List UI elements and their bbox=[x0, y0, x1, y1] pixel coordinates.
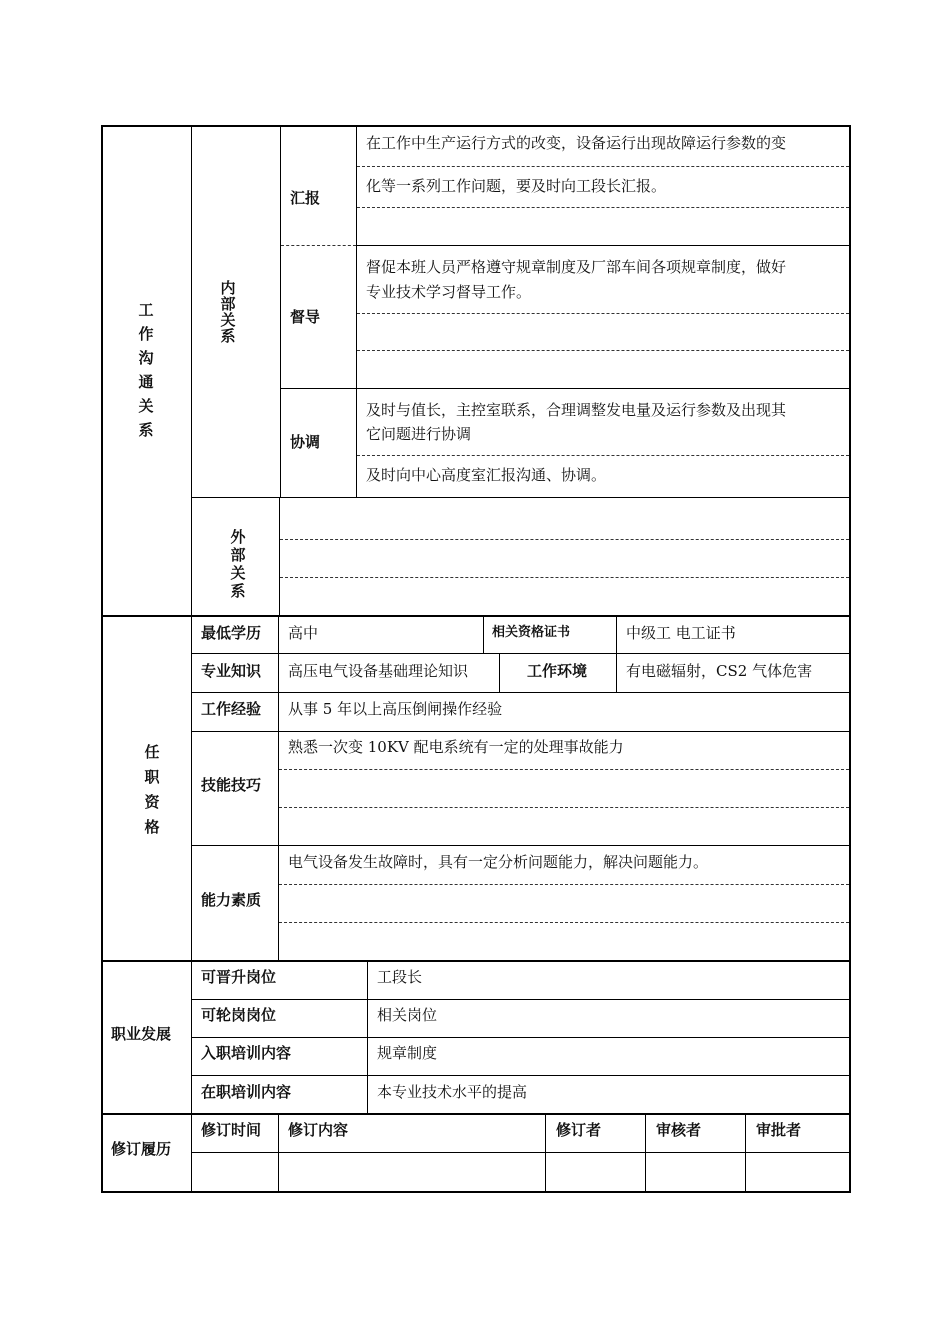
ability-label: 能力素质 bbox=[201, 891, 262, 909]
section-label-revision: 修订履历 bbox=[111, 1140, 172, 1158]
coordinate-text-line2: 它问题进行协调 bbox=[366, 425, 472, 443]
divider bbox=[745, 1114, 746, 1191]
dashed-line bbox=[279, 922, 849, 923]
external-relations-label: 外部关系 bbox=[230, 528, 246, 600]
environment-value: 有电磁辐射，CS2 气体危害 bbox=[626, 662, 813, 680]
dashed-line bbox=[279, 769, 849, 770]
promotion-value: 工段长 bbox=[377, 968, 423, 986]
environment-label: 工作环境 bbox=[527, 662, 588, 680]
onjob-training-value: 本专业技术水平的提高 bbox=[377, 1083, 528, 1101]
section-label-communication: 工作沟通关系 bbox=[138, 301, 154, 439]
onboard-training-label: 入职培训内容 bbox=[201, 1044, 292, 1062]
min-education-label: 最低学历 bbox=[201, 624, 262, 642]
section-divider bbox=[103, 1113, 849, 1115]
divider bbox=[191, 1075, 849, 1076]
divider bbox=[191, 1152, 849, 1153]
approver-header: 审批者 bbox=[756, 1121, 802, 1139]
coordinate-text-line1: 及时与值长，主控室联系，合理调整发电量及运行参数及出现其 bbox=[366, 401, 787, 419]
certificate-value: 中级工 电工证书 bbox=[626, 624, 736, 642]
ability-value: 电气设备发生故障时，具有一定分析问题能力，解决问题能力。 bbox=[288, 853, 709, 871]
divider bbox=[191, 497, 849, 498]
divider bbox=[191, 653, 849, 654]
divider bbox=[191, 845, 849, 846]
dashed-line bbox=[357, 455, 849, 456]
dashed-line bbox=[357, 350, 849, 351]
divider bbox=[191, 999, 849, 1000]
rotation-label: 可轮岗岗位 bbox=[201, 1006, 277, 1024]
experience-value: 从事 5 年以上高压倒闸操作经验 bbox=[288, 700, 503, 718]
section-divider bbox=[103, 615, 849, 617]
divider bbox=[280, 388, 849, 389]
experience-label: 工作经验 bbox=[201, 700, 262, 718]
reviser-header: 修订者 bbox=[556, 1121, 602, 1139]
rotation-value: 相关岗位 bbox=[377, 1006, 438, 1024]
coordinate-text-line3: 及时向中心高度室汇报沟通、协调。 bbox=[366, 466, 607, 484]
onjob-training-label: 在职培训内容 bbox=[201, 1083, 292, 1101]
divider bbox=[356, 245, 849, 246]
divider bbox=[367, 961, 368, 1114]
skills-value: 熟悉一次变 10KV 配电系统有一定的处理事故能力 bbox=[288, 738, 624, 756]
dashed-line bbox=[357, 207, 849, 208]
coordinate-label: 协调 bbox=[290, 433, 321, 451]
report-label: 汇报 bbox=[290, 189, 321, 207]
divider bbox=[278, 1114, 279, 1191]
divider bbox=[191, 1037, 849, 1038]
divider bbox=[616, 616, 617, 693]
report-text-line2: 化等一系列工作问题，要及时向工段长汇报。 bbox=[366, 177, 667, 195]
section-label-qualification: 任职资格 bbox=[144, 743, 160, 836]
supervise-text-line1: 督促本班人员严格遵守规章制度及厂部车间各项规章制度，做好 bbox=[366, 258, 787, 276]
divider bbox=[483, 616, 484, 654]
skills-label: 技能技巧 bbox=[201, 776, 262, 794]
divider bbox=[281, 245, 356, 246]
divider bbox=[499, 654, 500, 693]
knowledge-value: 高压电气设备基础理论知识 bbox=[288, 662, 469, 680]
divider bbox=[280, 127, 281, 498]
divider bbox=[545, 1114, 546, 1191]
revision-content-header: 修订内容 bbox=[288, 1121, 349, 1139]
knowledge-label: 专业知识 bbox=[201, 662, 262, 680]
divider bbox=[278, 616, 279, 960]
supervise-text-line2: 专业技术学习督导工作。 bbox=[366, 283, 532, 301]
dashed-line bbox=[357, 166, 849, 167]
divider bbox=[191, 731, 849, 732]
min-education-value: 高中 bbox=[288, 624, 319, 642]
dashed-line bbox=[279, 807, 849, 808]
divider bbox=[279, 497, 280, 615]
supervise-label: 督导 bbox=[290, 308, 321, 326]
report-text-line1: 在工作中生产运行方式的改变，设备运行出现故障运行参数的变 bbox=[366, 134, 787, 152]
divider bbox=[191, 692, 849, 693]
section-divider bbox=[103, 960, 849, 962]
certificate-label: 相关资格证书 bbox=[492, 625, 571, 640]
dashed-line bbox=[280, 577, 849, 578]
revision-time-header: 修订时间 bbox=[201, 1121, 262, 1139]
auditor-header: 审核者 bbox=[656, 1121, 702, 1139]
section-label-career: 职业发展 bbox=[111, 1025, 172, 1043]
promotion-label: 可晋升岗位 bbox=[201, 968, 277, 986]
onboard-training-value: 规章制度 bbox=[377, 1044, 438, 1062]
dashed-line bbox=[280, 539, 849, 540]
internal-relations-label: 内部关系 bbox=[220, 279, 236, 345]
divider bbox=[645, 1114, 646, 1191]
dashed-line bbox=[357, 313, 849, 314]
dashed-line bbox=[279, 884, 849, 885]
divider bbox=[191, 127, 192, 1191]
